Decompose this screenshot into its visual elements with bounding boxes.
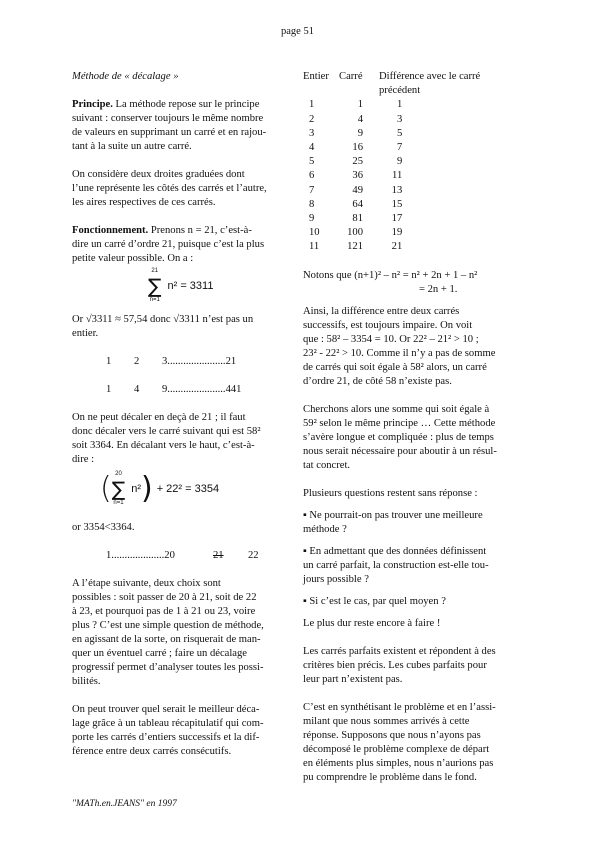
text-line: dire un carré d’ordre 21, puisque c’est la plus	[72, 239, 265, 250]
table-row	[303, 212, 480, 226]
squares-table	[303, 70, 480, 255]
text-line: ▪ En admettant que des données définissent	[303, 545, 487, 557]
text-line: tant à la suite un autre carré.	[72, 141, 192, 152]
table-cell: 1	[396, 99, 403, 111]
text-line: que : 58² – 3354 = 10. Or 22² – 21² > 10 ;	[303, 333, 479, 345]
text-line: porte les carrés d’entiers successifs et la dif-	[72, 732, 260, 743]
text-line: férence entre deux carrés consécutifs.	[72, 746, 232, 757]
table-cell: 9	[357, 127, 363, 139]
table-cell: 11	[309, 241, 320, 253]
text-line: On peut trouver quel serait le meilleur déca-	[72, 704, 260, 715]
table-cell: 7	[309, 184, 315, 196]
question-2	[303, 545, 527, 587]
text-line: On ne peut décaler en deçà de 21 ; il faut	[72, 412, 246, 423]
table-cell: 5	[309, 156, 315, 168]
question-1	[303, 509, 527, 537]
sequence-item: 4	[134, 384, 140, 395]
table-cell: 10	[309, 227, 320, 239]
carres-paragraph	[303, 645, 527, 687]
text-line: C’est en synthétisant le problème et en l’assi-	[303, 701, 496, 713]
sum-formula-1	[148, 269, 294, 303]
sigma-symbol	[148, 267, 161, 305]
text-line: La méthode repose sur le principe	[112, 99, 260, 110]
table-cell: 2	[309, 113, 315, 125]
table-row	[303, 127, 480, 141]
table-header-row-2	[303, 84, 480, 98]
sum-body: n² = 3311	[167, 280, 214, 292]
table-cell: 16	[352, 142, 363, 154]
table-cell: 11	[392, 170, 403, 182]
sqrt-paragraph	[72, 313, 294, 341]
table-cell: 6	[309, 170, 315, 182]
text-line: Notons que (n+1)² – n² = n² + 2n + 1 – n²	[303, 269, 478, 281]
table-cell: 36	[352, 170, 363, 182]
sequence-item: 2	[134, 356, 140, 367]
table-cell: 5	[396, 127, 403, 139]
table-cell: 100	[347, 227, 363, 239]
text-line: 59² selon le même principe … Cette méthode	[303, 417, 496, 429]
text-line: milant que nous sommes arrivés à cette	[303, 715, 470, 727]
text-line: suivant : conserver toujours le même nombre	[72, 113, 264, 124]
text-line: en agissant de la sorte, on risquerait de man-	[72, 634, 261, 645]
sequence-item-struck: 21	[213, 550, 224, 561]
text-line: critères bien précis. Les cubes parfaits pour	[303, 659, 487, 671]
sigma-glyph: ∑	[111, 477, 126, 501]
sum-lower-limit: n=1	[113, 500, 124, 506]
sigma-glyph: ∑	[148, 274, 162, 298]
etape-paragraph	[72, 577, 294, 689]
paren-close: )	[140, 471, 153, 506]
text-line: Les carrés parfaits existent et répondent à des	[303, 645, 496, 657]
text-line: un carré parfait, la construction est-elle tou-	[303, 559, 489, 571]
text-line: A l’étape suivante, deux choix sont	[72, 578, 221, 589]
sequence-squares	[106, 383, 294, 397]
text-line: jours possible ?	[303, 573, 369, 585]
squares-table-body	[303, 98, 480, 254]
text-line: pu comprendre le problème dans le fond.	[303, 771, 477, 783]
text-line: = 2n + 1.	[419, 283, 458, 295]
table-cell: 9	[396, 156, 403, 168]
text-line: de valeurs en supprimant un carré et en rajou-	[72, 127, 267, 138]
left-column	[72, 70, 294, 759]
table-cell: 1	[309, 99, 315, 111]
text-line: les aires respectives de ces carrés.	[72, 197, 216, 208]
table-cell: 25	[352, 156, 363, 168]
fonctionnement-title: Fonctionnement.	[72, 225, 149, 236]
text-line: possibles : soit passer de 20 à 21, soit de 22	[72, 592, 257, 603]
table-cell: 7	[396, 142, 403, 154]
text-line: ▪ Ne pourrait-on pas trouver une meilleure	[303, 509, 483, 521]
trouver-paragraph	[72, 703, 294, 759]
table-cell: 17	[391, 213, 403, 225]
table-header-row	[303, 70, 480, 84]
text-line: lage grâce à un tableau récapitulatif qui com-	[72, 718, 264, 729]
table-row	[303, 184, 480, 198]
table-row	[303, 169, 480, 183]
text-line: en éléments plus simples, nous n’aurions pas	[303, 757, 494, 769]
table-cell: 1	[357, 99, 363, 111]
table-cell: 3	[396, 113, 403, 125]
sequence-item: 22	[248, 550, 259, 561]
question-3: ▪ Si c’est le cas, par quel moyen ?	[303, 595, 446, 607]
text-line: bilités.	[72, 676, 101, 687]
column-header-continued: précédent	[379, 85, 421, 97]
table-cell: 4	[357, 113, 363, 125]
principe-title: Principe.	[72, 99, 113, 110]
sum-upper-limit: 20	[115, 471, 122, 477]
sequence-shifted	[106, 549, 294, 563]
text-line: leur part n’existent pas.	[303, 673, 403, 685]
synthese-paragraph	[303, 701, 527, 785]
sum-body: n²	[131, 483, 141, 495]
table-cell: 8	[309, 198, 315, 210]
notons-paragraph	[303, 269, 527, 297]
text-line: entier.	[72, 328, 99, 339]
fonctionnement-paragraph	[72, 224, 294, 266]
questions-intro: Plusieurs questions restent sans réponse :	[303, 487, 478, 499]
table-cell: 13	[391, 184, 403, 196]
sequence-item: 9......................441	[162, 384, 242, 395]
text-line: soit 3364. En décalant vers le haut, c’est-à-	[72, 440, 255, 451]
text-line: de carrés qui soit égale à 58² alors, un carré	[303, 361, 487, 373]
text-line: Prenons n = 21, c’est-à-	[148, 225, 252, 236]
text-line: On considère deux droites graduées dont	[72, 169, 245, 180]
table-row	[303, 141, 480, 155]
page-number: page 51	[281, 26, 314, 37]
text-line: 23² - 22² > 10. Comme il n’y a pas de somme	[303, 347, 496, 359]
sum-tail: + 22² = 3354	[156, 483, 220, 495]
decaler-paragraph	[72, 411, 294, 467]
right-column	[303, 70, 527, 785]
text-line: Or √3311 ≈ 57,54 donc √3311 n’est pas un	[72, 314, 254, 325]
text-line: quer un éventuel carré ; faire un décalage	[72, 648, 247, 659]
sequence-item: 1	[106, 384, 112, 395]
table-cell: 81	[352, 213, 363, 225]
table-cell: 21	[391, 241, 403, 253]
comparison-line: or 3354<3364.	[72, 522, 135, 533]
table-cell: 19	[391, 227, 403, 239]
sum-lower-limit: n=1	[149, 297, 160, 303]
principe-paragraph	[72, 98, 294, 154]
table-cell: 49	[352, 184, 363, 196]
table-cell: 64	[352, 198, 363, 210]
text-line: s’avère longue et compliquée : plus de temps	[303, 431, 494, 443]
sum-formula-2	[100, 469, 294, 509]
text-line: donc décaler vers le carré suivant qui est 58²	[72, 426, 261, 437]
table-row	[303, 113, 480, 127]
text-line: Cherchons alors une somme qui soit égale à	[303, 403, 490, 415]
section-heading: Méthode de « décalage »	[72, 71, 179, 82]
sequence-item: 3......................21	[162, 356, 237, 367]
table-row	[303, 226, 480, 240]
text-line: plus ? C’est une simple question de méthode,	[72, 620, 264, 631]
text-line: petite valeur possible. On a :	[72, 253, 194, 264]
sequence-sides	[106, 355, 294, 369]
table-cell: 121	[347, 241, 363, 253]
column-header: Différence avec le carré	[379, 71, 481, 82]
text-line: méthode ?	[303, 523, 347, 535]
column-header: Entier	[303, 71, 329, 82]
text-line: Ainsi, la différence entre deux carrés	[303, 305, 460, 317]
text-line: progressif permet d’analyser toutes les possi-	[72, 662, 264, 673]
droites-paragraph	[72, 168, 294, 210]
sequence-item: 1....................20	[106, 550, 175, 561]
paren-open: (	[100, 471, 112, 506]
reste-line: Le plus dur reste encore à faire !	[303, 617, 441, 629]
text-line: successifs, est toujours impaire. On voit	[303, 319, 473, 331]
text-line: décomposé le problème complexe de départ	[303, 743, 490, 755]
table-row	[303, 98, 480, 112]
sum-upper-limit: 21	[151, 268, 159, 274]
text-line: l’une représente les côtés des carrés et l’autre,	[72, 183, 267, 194]
table-row	[303, 155, 480, 169]
text-line: tat concret.	[303, 459, 351, 471]
text-line: d’ordre 21, de côté 58 n’existe pas.	[303, 375, 452, 387]
table-row	[303, 240, 480, 254]
ainsi-paragraph	[303, 305, 527, 389]
table-cell: 9	[309, 213, 315, 225]
cherchons-paragraph	[303, 403, 527, 473]
column-header: Carré	[339, 71, 363, 82]
table-cell: 3	[309, 127, 315, 139]
sequence-item: 1	[106, 356, 112, 367]
table-cell: 4	[309, 142, 315, 154]
sigma-symbol	[112, 470, 125, 508]
text-line: dire :	[72, 454, 95, 465]
table-cell: 15	[391, 198, 403, 210]
text-line: à 23, et pourquoi pas de 1 à 21 ou 23, voire	[72, 606, 256, 617]
table-row	[303, 198, 480, 212]
text-line: réponse. Supposons que nous n’ayons pas	[303, 729, 481, 741]
footer-credit: "MATh.en.JEANS" en 1997	[72, 799, 177, 809]
text-line: nous serait nécessaire pour aboutir à un résul-	[303, 445, 497, 457]
